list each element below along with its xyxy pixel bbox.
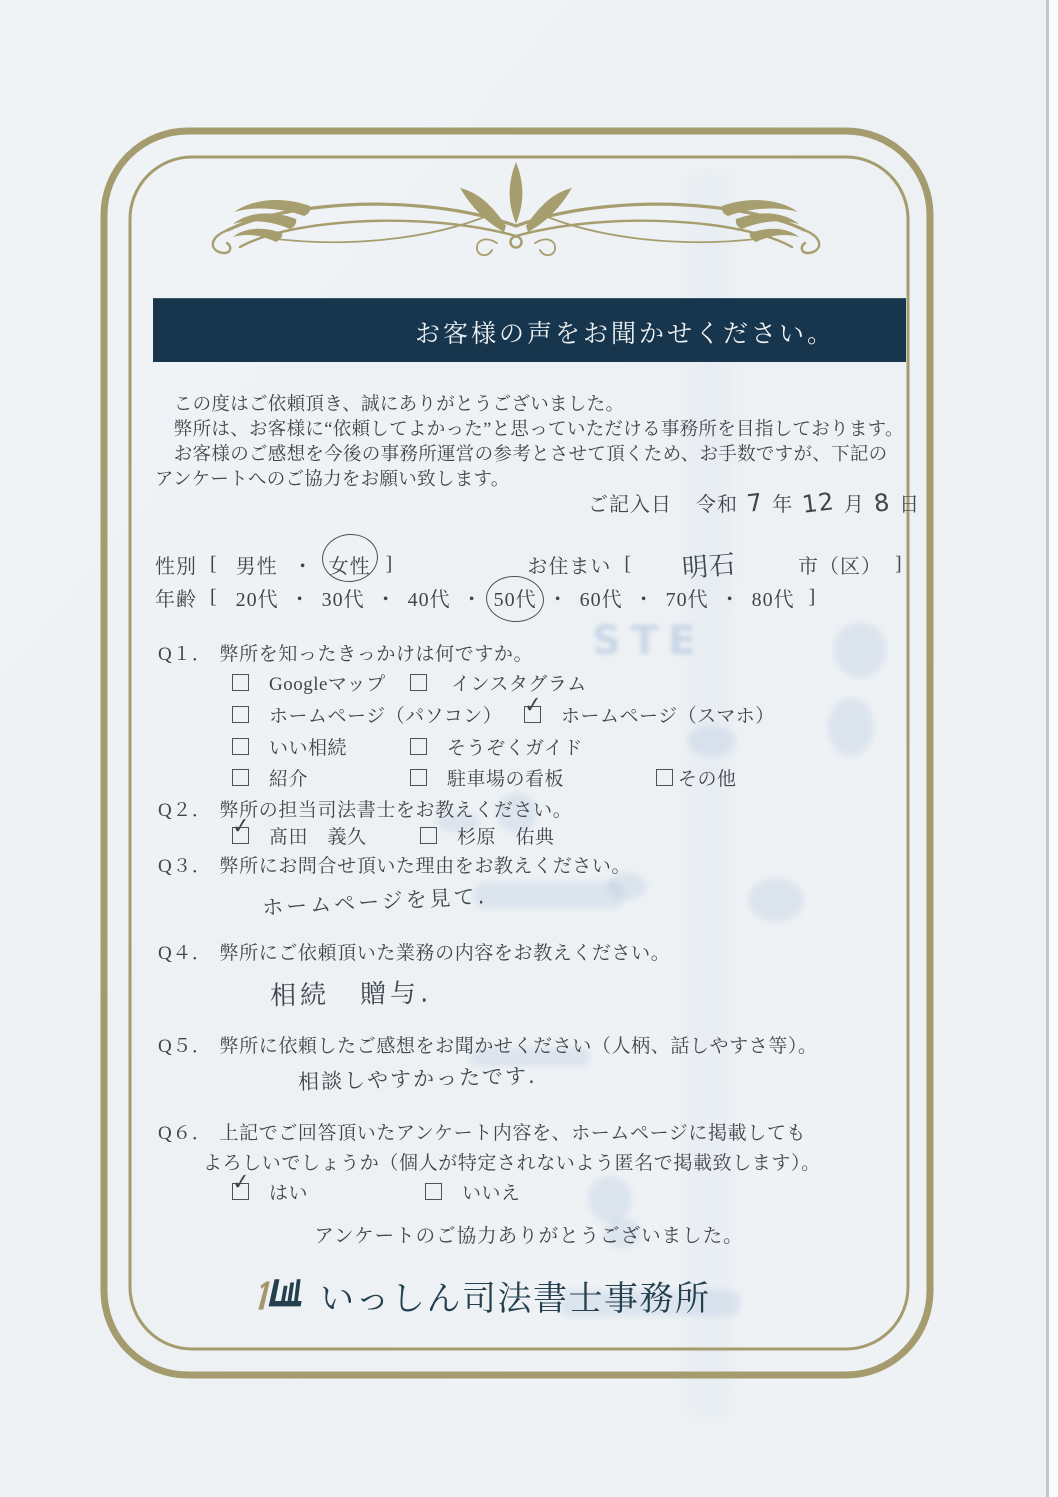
question-number: Q２． (158, 800, 212, 821)
q1-option-homepage-smartphone (522, 692, 775, 728)
checkbox (410, 769, 427, 786)
day-unit: 日 (899, 494, 921, 516)
question-number: Q１． (158, 644, 212, 665)
question-number: Q６． (158, 1123, 212, 1144)
handwritten-day: 8 (872, 488, 892, 518)
bracket-open: [ (210, 553, 218, 575)
bracket-close: ] (895, 553, 903, 575)
age-option: 30代 (321, 589, 365, 611)
q1-option-souzoku-guide (410, 733, 583, 760)
question-6-heading-line2: よろしいでしょうか（個人が特定されないよう匿名で掲載致します）。 (203, 1153, 821, 1174)
flourish-swirl-right (516, 200, 819, 255)
bracket-close: ] (385, 553, 394, 575)
separator-dot: ・ (461, 589, 483, 611)
check-mark: ✓ (230, 813, 253, 840)
separator-dot: ・ (292, 556, 314, 578)
checkbox (420, 827, 437, 844)
option-label: インスタグラム (451, 674, 587, 695)
office-logo-icon (254, 1266, 306, 1324)
bracket-open: [ (624, 553, 633, 575)
handwritten-year: 7 (745, 488, 765, 518)
office-name: いっしん司法書士事務所 (320, 1280, 711, 1318)
q1-option-instagram (410, 669, 587, 696)
separator-dot: ・ (375, 589, 397, 611)
separator-dot: ・ (719, 589, 741, 611)
separator-dot: ・ (633, 589, 655, 611)
q2-option-sugihara (420, 822, 555, 849)
question-6-heading-line1: Q６． 上記でご回答頂いたアンケート内容を、ホームページに掲載しても (158, 1123, 807, 1144)
checkbox (230, 813, 253, 844)
age-option-selected: 50代 (494, 583, 537, 612)
q3-handwritten-answer: ホームページを見て. (261, 884, 488, 920)
q1-option-parking-sign (410, 764, 564, 791)
handwritten-month: 12 (800, 487, 837, 519)
flourish-swirl-left (213, 200, 516, 255)
residence-label: お住まい (527, 556, 612, 578)
question-2-heading: Q２． 弊所の担当司法書士をお教えください。 (158, 800, 573, 821)
gender-label: 性別 (155, 556, 197, 578)
option-label: いい相続 (269, 738, 348, 759)
option-label: いいえ (462, 1183, 521, 1204)
page-title: お客様の声をお聞かせください。 (415, 321, 836, 348)
option-label: 杉原 佑典 (457, 827, 555, 848)
residence-unit: 市（区） (798, 556, 883, 578)
age-option: 80代 (751, 589, 795, 611)
checkbox (425, 1183, 442, 1200)
bracket-open: [ (210, 586, 218, 608)
question-number: Q５． (158, 1036, 212, 1057)
bracket-close: ] (808, 586, 817, 608)
age-option: 40代 (407, 589, 451, 611)
q5-handwritten-answer: 相談しやすかったです. (297, 1063, 537, 1095)
option-label: はい (269, 1183, 309, 1204)
age-option: 70代 (665, 589, 709, 611)
question-4-heading: Q４． 弊所にご依頼頂いた業務の内容をお教えください。 (158, 943, 671, 964)
option-label: そうぞくガイド (447, 738, 583, 759)
checkbox (522, 692, 545, 723)
question-3-heading: Q３． 弊所にお問合せ頂いた理由をお教えください。 (158, 856, 632, 877)
check-mark: ✓ (522, 692, 545, 719)
age-option: 60代 (579, 589, 623, 611)
question-1-heading: Q１． 弊所を知ったきっかけは何ですか。 (158, 644, 534, 665)
q1-option-ii-souzoku (232, 733, 347, 760)
checkbox (232, 738, 249, 755)
option-label: ホームページ（パソコン） (269, 706, 503, 727)
intro-line: 弊所は、お客様に“依頼してよかった”と思っていただける事務所を目指しております。 (155, 420, 904, 440)
flourish-center-fleur (460, 162, 572, 248)
q1-option-referral (232, 764, 308, 791)
age-option: 20代 (235, 589, 279, 611)
closing-thanks-text: アンケートのご協力ありがとうございました。 (314, 1226, 744, 1247)
scan-edge-line (1046, 0, 1049, 1497)
checkbox (656, 769, 673, 786)
gender-option-male: 男性 (235, 556, 278, 578)
q1-option-google-map (232, 669, 386, 696)
q2-option-takada (230, 813, 367, 849)
checkbox (410, 674, 427, 691)
month-unit: 月 (843, 494, 865, 516)
question-number: Q３． (158, 856, 212, 877)
checkbox (232, 706, 249, 723)
checkbox (232, 769, 249, 786)
age-label: 年齢 (155, 589, 197, 611)
gender-residence-row (155, 546, 903, 583)
handwritten-residence: 明石 (681, 549, 738, 585)
option-label: その他 (678, 769, 737, 790)
intro-line: お客様のご感想を今後の事務所運営の参考とさせて頂くため、お手数ですが、下記の (155, 445, 888, 465)
separator-dot: ・ (289, 589, 311, 611)
intro-paragraph (155, 393, 917, 493)
office-logo (254, 1266, 711, 1324)
checkbox (232, 674, 249, 691)
bleedthrough-text: STE (592, 618, 706, 664)
year-unit: 年 (772, 494, 794, 516)
gender-option-female: 女性 (329, 550, 371, 579)
question-number: Q４． (158, 943, 212, 964)
q1-option-homepage-pc (232, 701, 502, 728)
option-label: 髙田 義久 (269, 827, 367, 848)
intro-line: アンケートへのご協力をお願い致します。 (155, 470, 510, 490)
q6-option-yes (230, 1169, 309, 1205)
entry-date-line (588, 488, 920, 517)
intro-line: この度はご依頼頂き、誠にありがとうございました。 (155, 395, 625, 415)
question-5-heading: Q５． 弊所に依頼したご感想をお聞かせください（人柄、話しやすさ等）。 (158, 1036, 818, 1057)
option-label: 紹介 (269, 769, 309, 790)
title-banner (153, 298, 906, 362)
option-label: Googleマップ (269, 674, 386, 695)
entry-date-label: ご記入日 (588, 494, 672, 516)
era-label: 令和 (696, 494, 738, 516)
option-label: 駐車場の看板 (447, 769, 565, 790)
q1-option-other (656, 764, 737, 791)
checkbox (410, 738, 427, 755)
option-label: ホームページ（スマホ） (561, 706, 775, 727)
check-mark: ✓ (230, 1169, 253, 1196)
q4-handwritten-answer: 相続 贈与. (269, 978, 433, 1012)
scan-edge (1049, 0, 1058, 1497)
separator-dot: ・ (547, 589, 569, 611)
age-row (155, 583, 816, 612)
q6-option-no (425, 1178, 521, 1205)
checkbox (230, 1169, 253, 1200)
